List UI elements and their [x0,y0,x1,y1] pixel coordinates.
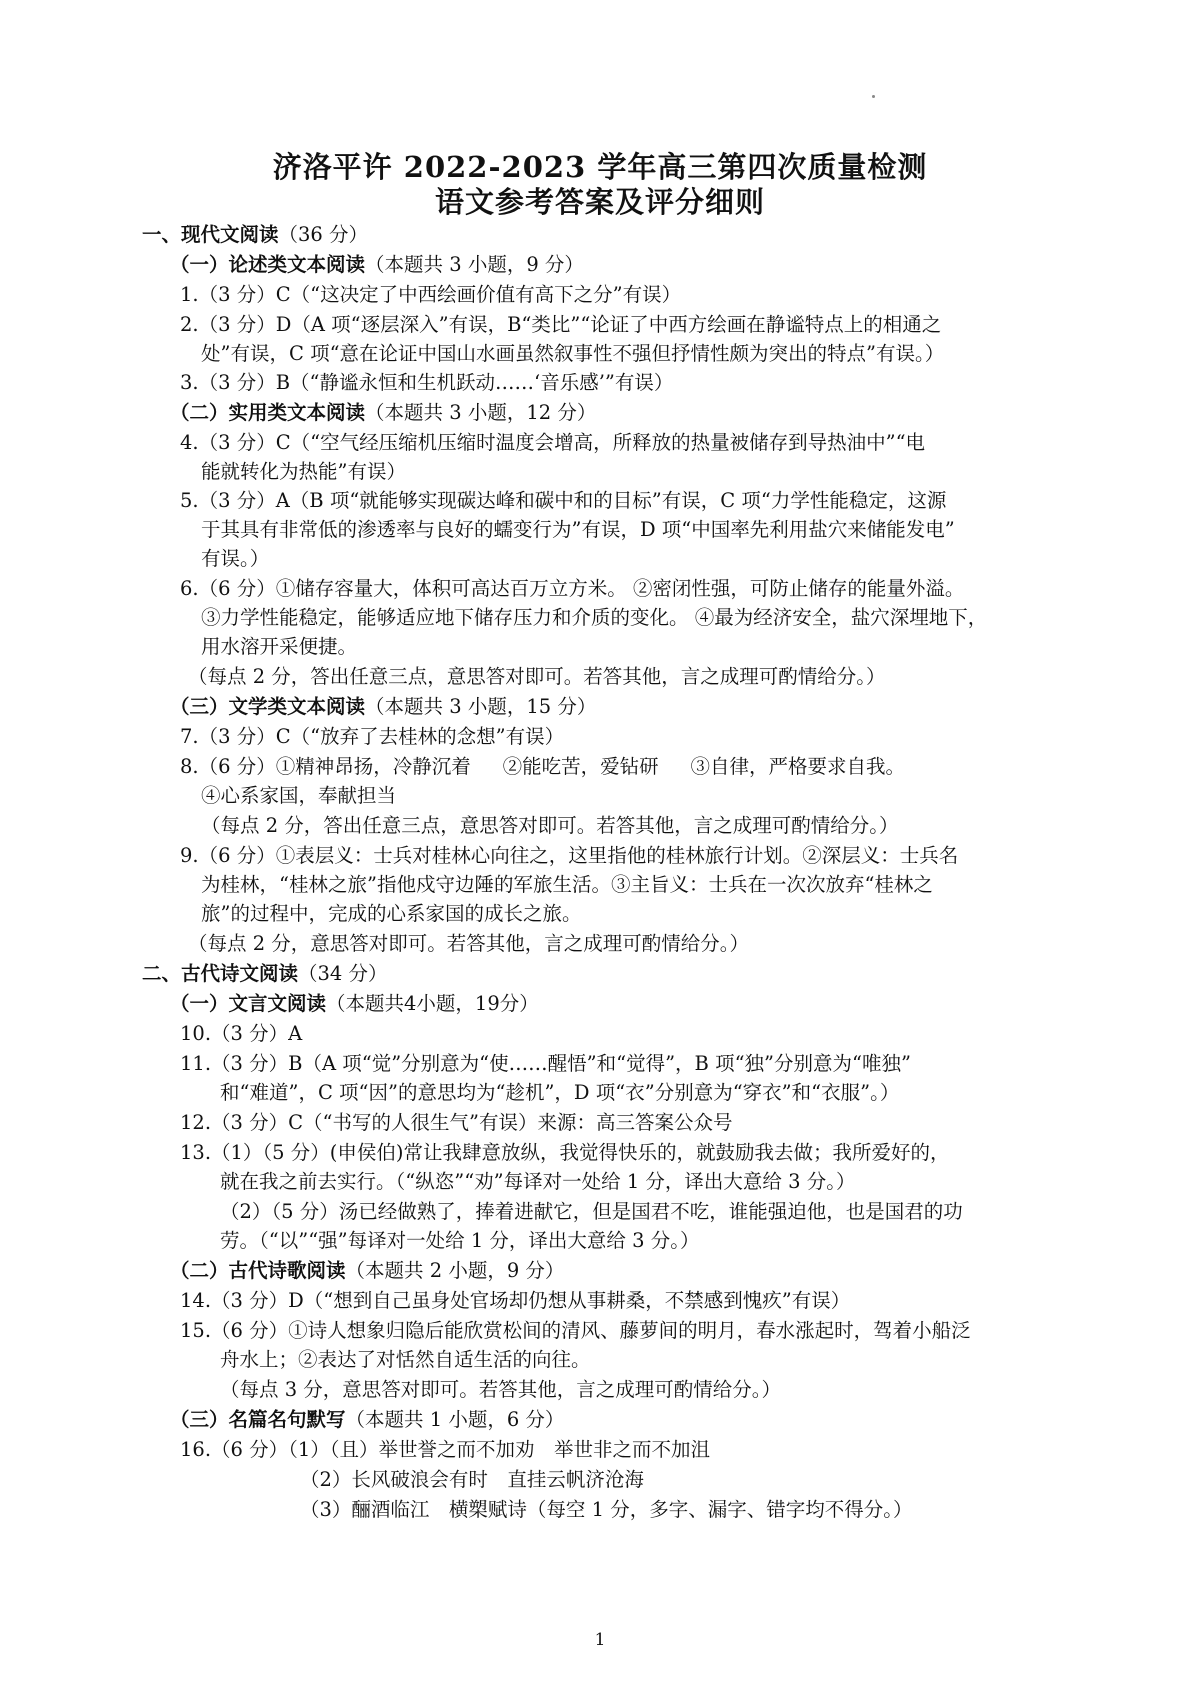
section-heading-modern-reading: 一、现代文阅读（36 分） [142,223,369,246]
document-title: 济洛平许 2022-2023 学年高三第四次质量检测 [272,150,928,184]
answer-q2-line2: 处”有误，C 项“意在论证中国山水画虽然叙事性不强但抒情性颇为突出的特点”有误。） [201,342,945,365]
section-heading-classical-reading: 二、古代诗文阅读（34 分） [142,962,388,985]
answer-q16-line3: （3）酾酒临江 横槊赋诗（每空 1 分，多字、漏字、错字均不得分。） [300,1498,913,1521]
answer-q16-line2: （2）长风破浪会有时 直挂云帆济沧海 [300,1468,644,1491]
answer-q13-line3: （2）（5 分）汤已经做熟了，捧着进献它，但是国君不吃，谁能强迫他，也是国君的功 [220,1200,963,1223]
answer-q4-line2: 能就转化为热能”有误） [201,460,406,483]
answer-q6-line3: 用水溶开采便捷。 [201,635,358,658]
subsection-practical: （二）实用类文本阅读（本题共 3 小题，12 分） [170,401,597,424]
subsection-argumentative: （一）论述类文本阅读（本题共 3 小题，9 分） [170,253,584,276]
answer-q13-line4: 劳。（“以”“强”每译对一处给 1 分，译出大意给 3 分。） [220,1229,700,1252]
document-subtitle: 语文参考答案及评分细则 [434,185,765,219]
subsection-classical-poetry: （二）古代诗歌阅读（本题共 2 小题，9 分） [170,1259,565,1282]
answer-q3: 3.（3 分）B（“静谧永恒和生机跃动……‘音乐感’”有误） [180,371,674,394]
answer-q10: 10.（3 分）A [180,1022,303,1045]
answer-q5-line1: 5.（3 分）A（B 项“就能够实现碳达峰和碳中和的目标”有误，C 项“力学性能稳定，这源 [180,489,947,512]
answer-q1: 1.（3 分）C（“这决定了中西绘画价值有高下之分”有误） [180,283,682,306]
answer-q6-line1: 6.（6 分）①储存容量大，体积可高达百万立方米。 ②密闭性强，可防止储存的能量外溢。 [180,577,965,600]
scan-speck [872,95,875,98]
answer-q6-scoring-note: （每点 2 分，答出任意三点，意思答对即可。若答其他，言之成理可酌情给分。） [188,665,886,688]
answer-q13-line1: 13.（1）（5 分）(申侯伯)常让我肆意放纵，我觉得快乐的，就鼓励我去做；我所爱好的， [180,1141,950,1164]
answer-q15-scoring-note: （每点 3 分，意思答对即可。若答其他，言之成理可酌情给分。） [220,1378,782,1401]
answer-q7: 7.（3 分）C（“放弃了去桂林的念想”有误） [180,725,565,748]
answer-q12: 12.（3 分）C（“书写的人很生气”有误）来源：高三答案公众号 [180,1111,733,1134]
answer-q14: 14.（3 分）D（“想到自己虽身处官场却仍想从事耕桑，不禁感到愧疚”有误） [180,1289,851,1312]
answer-q9-line3: 旅”的过程中，完成的心系家国的成长之旅。 [201,902,582,925]
subsection-classical-prose: （一）文言文阅读（本题共4小题，19分） [170,992,539,1015]
answer-q13-line2: 就在我之前去实行。（“纵恣”“劝”每译对一处给 1 分，译出大意给 3 分。） [220,1170,856,1193]
answer-q2-line1: 2.（3 分）D（A 项“逐层深入”有误，B“类比”“论证了中西方绘画在静谧特点上的相通之 [180,313,942,336]
subsection-literary: （三）文学类文本阅读（本题共 3 小题，15 分） [170,695,597,718]
answer-q15-line2: 舟水上；②表达了对恬然自适生活的向往。 [220,1348,591,1371]
answer-q8-line2: ④心系家国，奉献担当 [201,784,397,807]
answer-q5-line2: 于其具有非常低的渗透率与良好的蠕变行为”有误，D 项“中国率先利用盐穴来储能发电” [201,518,955,541]
answer-q6-line2: ③力学性能稳定，能够适应地下储存压力和介质的变化。 ④最为经济安全，盐穴深埋地下， [201,606,988,629]
subsection-famous-lines: （三）名篇名句默写（本题共 1 小题，6 分） [170,1408,565,1431]
answer-q15-line1: 15.（6 分）①诗人想象归隐后能欣赏松间的清风、藤萝间的明月，春水涨起时，驾着小船泛 [180,1319,971,1342]
answer-q5-line3: 有误。） [201,547,270,570]
answer-q11-line2: 和“难道”，C 项“因”的意思均为“趁机”，D 项“衣”分别意为“穿衣”和“衣服”。） [220,1081,900,1104]
answer-q9-line1: 9.（6 分）①表层义：士兵对桂林心向往之，这里指他的桂林旅行计划。②深层义：士兵名 [180,844,959,867]
answer-q8-scoring-note: （每点 2 分，答出任意三点，意思答对即可。若答其他，言之成理可酌情给分。） [201,814,899,837]
page-number: 1 [594,1630,606,1650]
answer-q9-line2: 为桂林，“桂林之旅”指他戍守边陲的军旅生活。③主旨义：士兵在一次次放弃“桂林之 [201,873,933,896]
answer-q11-line1: 11.（3 分）B（A 项“觉”分别意为“使……醒悟”和“觉得”，B 项“独”分别意为“唯独” [180,1052,911,1075]
answer-q4-line1: 4.（3 分）C（“空气经压缩机压缩时温度会增高，所释放的热量被储存到导热油中”“电 [180,431,926,454]
answer-q8-line1: 8.（6 分）①精神昂扬，冷静沉着 ②能吃苦，爱钻研 ③自律，严格要求自我。 [180,755,906,778]
answer-q9-scoring-note: （每点 2 分，意思答对即可。若答其他，言之成理可酌情给分。） [188,932,750,955]
answer-q16-line1: 16.（6 分）（1）（且）举世誉之而不加劝 举世非之而不加沮 [180,1438,711,1461]
